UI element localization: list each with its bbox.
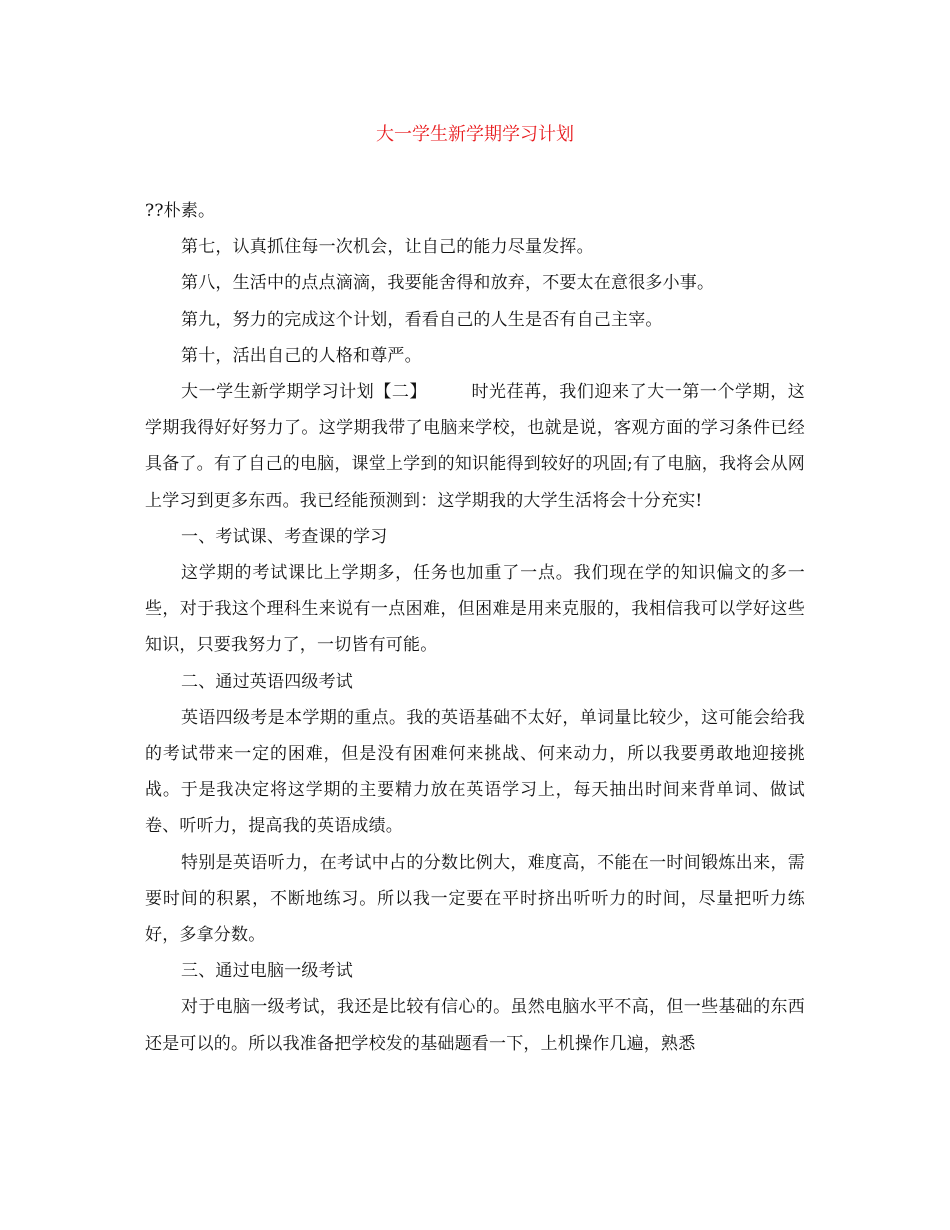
- part2-heading: 大一学生新学期学习计划【二】: [181, 382, 428, 403]
- section-paragraph: 特别是英语听力，在考试中占的分数比例大，难度高，不能在一时间锻炼出来，需要时间的积累，不断地练习。所以我一定要在平时挤出听听力的时间，尽量把听力练好，多拿分数。: [145, 852, 805, 946]
- section-heading: 二、通过英语四级考试: [181, 671, 353, 692]
- part2-paragraph: [145, 374, 805, 519]
- lead-fragment: ??朴素。: [145, 201, 216, 221]
- section-heading: 一、考试课、考查课的学习: [181, 526, 388, 547]
- list-item: 第九，努力的完成这个计划，看看自己的人生是否有自己主宰。: [181, 309, 663, 330]
- list-item: 第七，认真抓住每一次机会，让自己的能力尽量发挥。: [181, 237, 594, 258]
- section-paragraph: 对于电脑一级考试，我还是比较有信心的。虽然电脑水平不高，但一些基础的东西还是可以的。所以我准备把学校发的基础题看一下，上机操作几遍，熟悉: [145, 997, 805, 1054]
- section-heading: 三、通过电脑一级考试: [181, 961, 353, 982]
- section-paragraph: 英语四级考是本学期的重点。我的英语基础不太好，单词量比较少，这可能会给我的考试带来一定的困难，但是没有困难何来挑战、何来动力，所以我要勇敢地迎接挑战。于是我决定将这学期的主要精力放在英语学习上，每天抽出时间来背单词、做试卷、听听力，提高我的英语成绩。: [145, 707, 805, 837]
- list-item: 第十，活出自己的人格和尊严。: [181, 345, 422, 366]
- part2-intro: 时光荏苒，我们迎来了大一第一个学期，这学期我得好好努力了。这学期我带了电脑来学校，也就是说，客观方面的学习条件已经具备了。有了自己的电脑，课堂上学到的知识能得到较好的巩固;有了电脑，我将会从网上学习到更多东西。我已经能预测到：这学期我的大学生活将会十分充实!: [145, 382, 805, 511]
- document-title: 大一学生新学期学习计划: [376, 124, 574, 145]
- section-paragraph: 这学期的考试课比上学期多，任务也加重了一点。我们现在学的知识偏文的多一些，对于我这个理科生来说有一点困难，但困难是用来克服的，我相信我可以学好这些知识，只要我努力了，一切皆有可能。: [145, 563, 805, 656]
- document-body: [145, 193, 805, 1062]
- list-item: 第八，生活中的点点滴滴，我要能舍得和放弃，不要太在意很多小事。: [181, 273, 715, 294]
